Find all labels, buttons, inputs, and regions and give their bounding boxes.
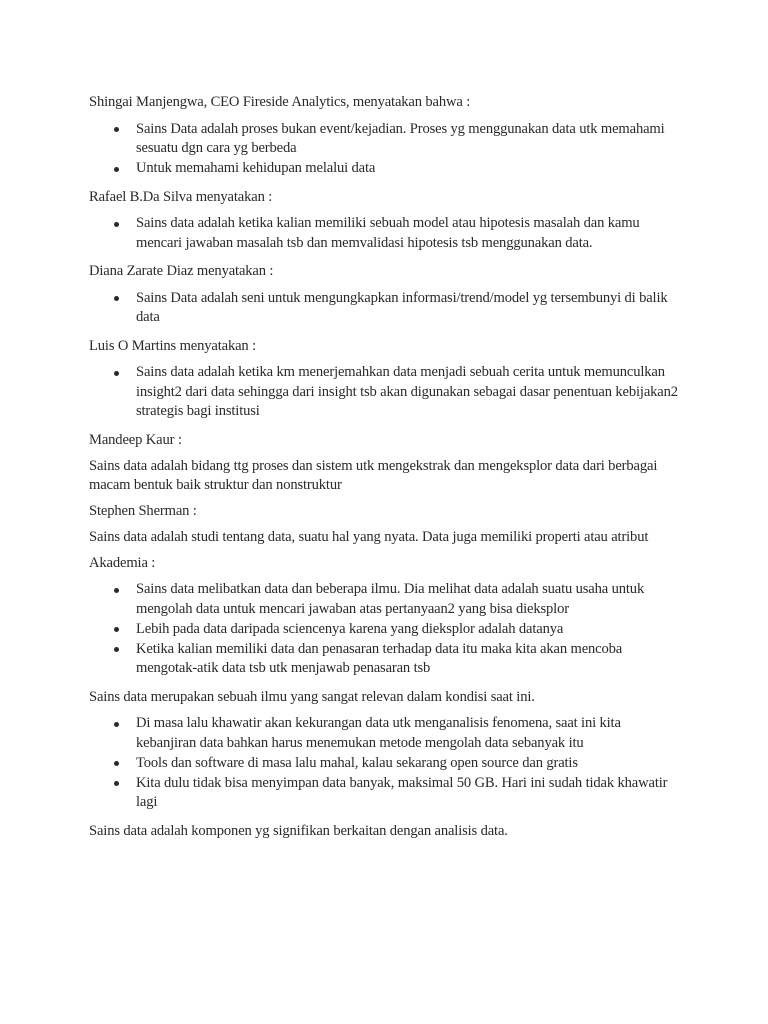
list-item — [89, 363, 679, 422]
list-item-text: Di masa lalu khawatir akan kekurangan data utk menganalisis fenomena, saat ini kita kebanjiran data bahkan harus menemukan metode mengolah data sebanyak itu — [136, 715, 621, 751]
list-item-text: Sains Data adalah proses bukan event/kejadian. Proses yg menggunakan data utk memahami sesuatu dgn cara yg berbeda — [136, 120, 665, 156]
list-item-text: Sains Data adalah seni untuk mengungkapkan informasi/trend/model yg tersembunyi di balik data — [136, 289, 668, 325]
paragraph: Luis O Martins menyatakan : — [89, 337, 256, 354]
bullet-icon — [114, 588, 119, 593]
list-item-text: Lebih pada data daripada sciencenya karena yang dieksplor adalah datanya — [136, 620, 564, 637]
paragraph: Sains data adalah komponen yg signifikan berkaitan dengan analisis data. — [89, 822, 508, 839]
paragraph: Mandeep Kaur : — [89, 431, 182, 448]
list-item — [89, 580, 679, 620]
list-item — [89, 119, 679, 159]
list-item — [89, 773, 679, 813]
paragraph: Sains data adalah bidang ttg proses dan sistem utk mengekstrak dan mengeksplor data dari berbagai macam bentuk baik struktur dan nonstruktur — [89, 457, 658, 493]
list-item-text: Sains data adalah ketika kalian memiliki sebuah model atau hipotesis masalah dan kamu mencari jawaban masalah tsb dan memvalidasi hipotesis tsb menggunakan data. — [136, 215, 640, 251]
paragraph: Rafael B.Da Silva menyatakan : — [89, 188, 273, 205]
paragraph: Diana Zarate Diaz menyatakan : — [89, 263, 274, 279]
list-item — [89, 639, 679, 679]
list-item — [89, 619, 679, 639]
bullet-icon — [114, 722, 119, 727]
list-item — [89, 753, 679, 773]
list-item-text: Tools dan software di masa lalu mahal, kalau sekarang open source dan gratis — [136, 754, 578, 771]
list-item — [89, 714, 679, 754]
list-item-text: Untuk memahami kehidupan melalui data — [136, 160, 376, 176]
bullet-icon — [114, 127, 119, 132]
bullet-icon — [114, 647, 119, 652]
paragraph: Sains data adalah studi tentang data, suatu hal yang nyata. Data juga memiliki properti atau atribut — [89, 528, 649, 545]
paragraph: Akademia : — [89, 554, 156, 571]
bullet-icon — [114, 296, 119, 301]
paragraph: Shingai Manjengwa, CEO Fireside Analytics, menyatakan bahwa : — [89, 94, 471, 110]
list-item-text: Ketika kalian memiliki data dan penasaran terhadap data itu maka kita akan mencoba mengotak-atik data tsb utk menjawab penasaran tsb — [136, 640, 623, 676]
document-page — [89, 93, 679, 848]
bullet-icon — [114, 371, 119, 376]
bullet-icon — [114, 627, 119, 632]
paragraph: Sains data merupakan sebuah ilmu yang sangat relevan dalam kondisi saat ini. — [89, 688, 535, 705]
list-item-text: Sains data adalah ketika km menerjemahkan data menjadi sebuah cerita untuk memunculkan insight2 dari data sehingga dari insight tsb akan digunakan sebagai dasar penentuan kebijakan2 strategis bagi institusi — [136, 364, 678, 419]
bullet-icon — [114, 222, 119, 227]
bullet-list — [89, 580, 679, 679]
bullet-icon — [114, 781, 119, 786]
bullet-list — [89, 288, 679, 328]
list-item-text: Kita dulu tidak bisa menyimpan data banyak, maksimal 50 GB. Hari ini sudah tidak khawatir lagi — [136, 774, 668, 810]
bullet-list — [89, 363, 679, 422]
list-item-text: Sains data melibatkan data dan beberapa ilmu. Dia melihat data adalah suatu usaha untuk mengolah data untuk mencari jawaban atas pertanyaan2 yang bisa dieksplor — [136, 581, 645, 617]
bullet-icon — [114, 761, 119, 766]
bullet-list — [89, 714, 679, 813]
bullet-list — [89, 214, 679, 254]
bullet-list — [89, 119, 679, 179]
paragraph: Stephen Sherman : — [89, 502, 197, 519]
list-item — [89, 214, 679, 254]
list-item — [89, 288, 679, 328]
bullet-icon — [114, 167, 119, 172]
list-item — [89, 159, 679, 179]
